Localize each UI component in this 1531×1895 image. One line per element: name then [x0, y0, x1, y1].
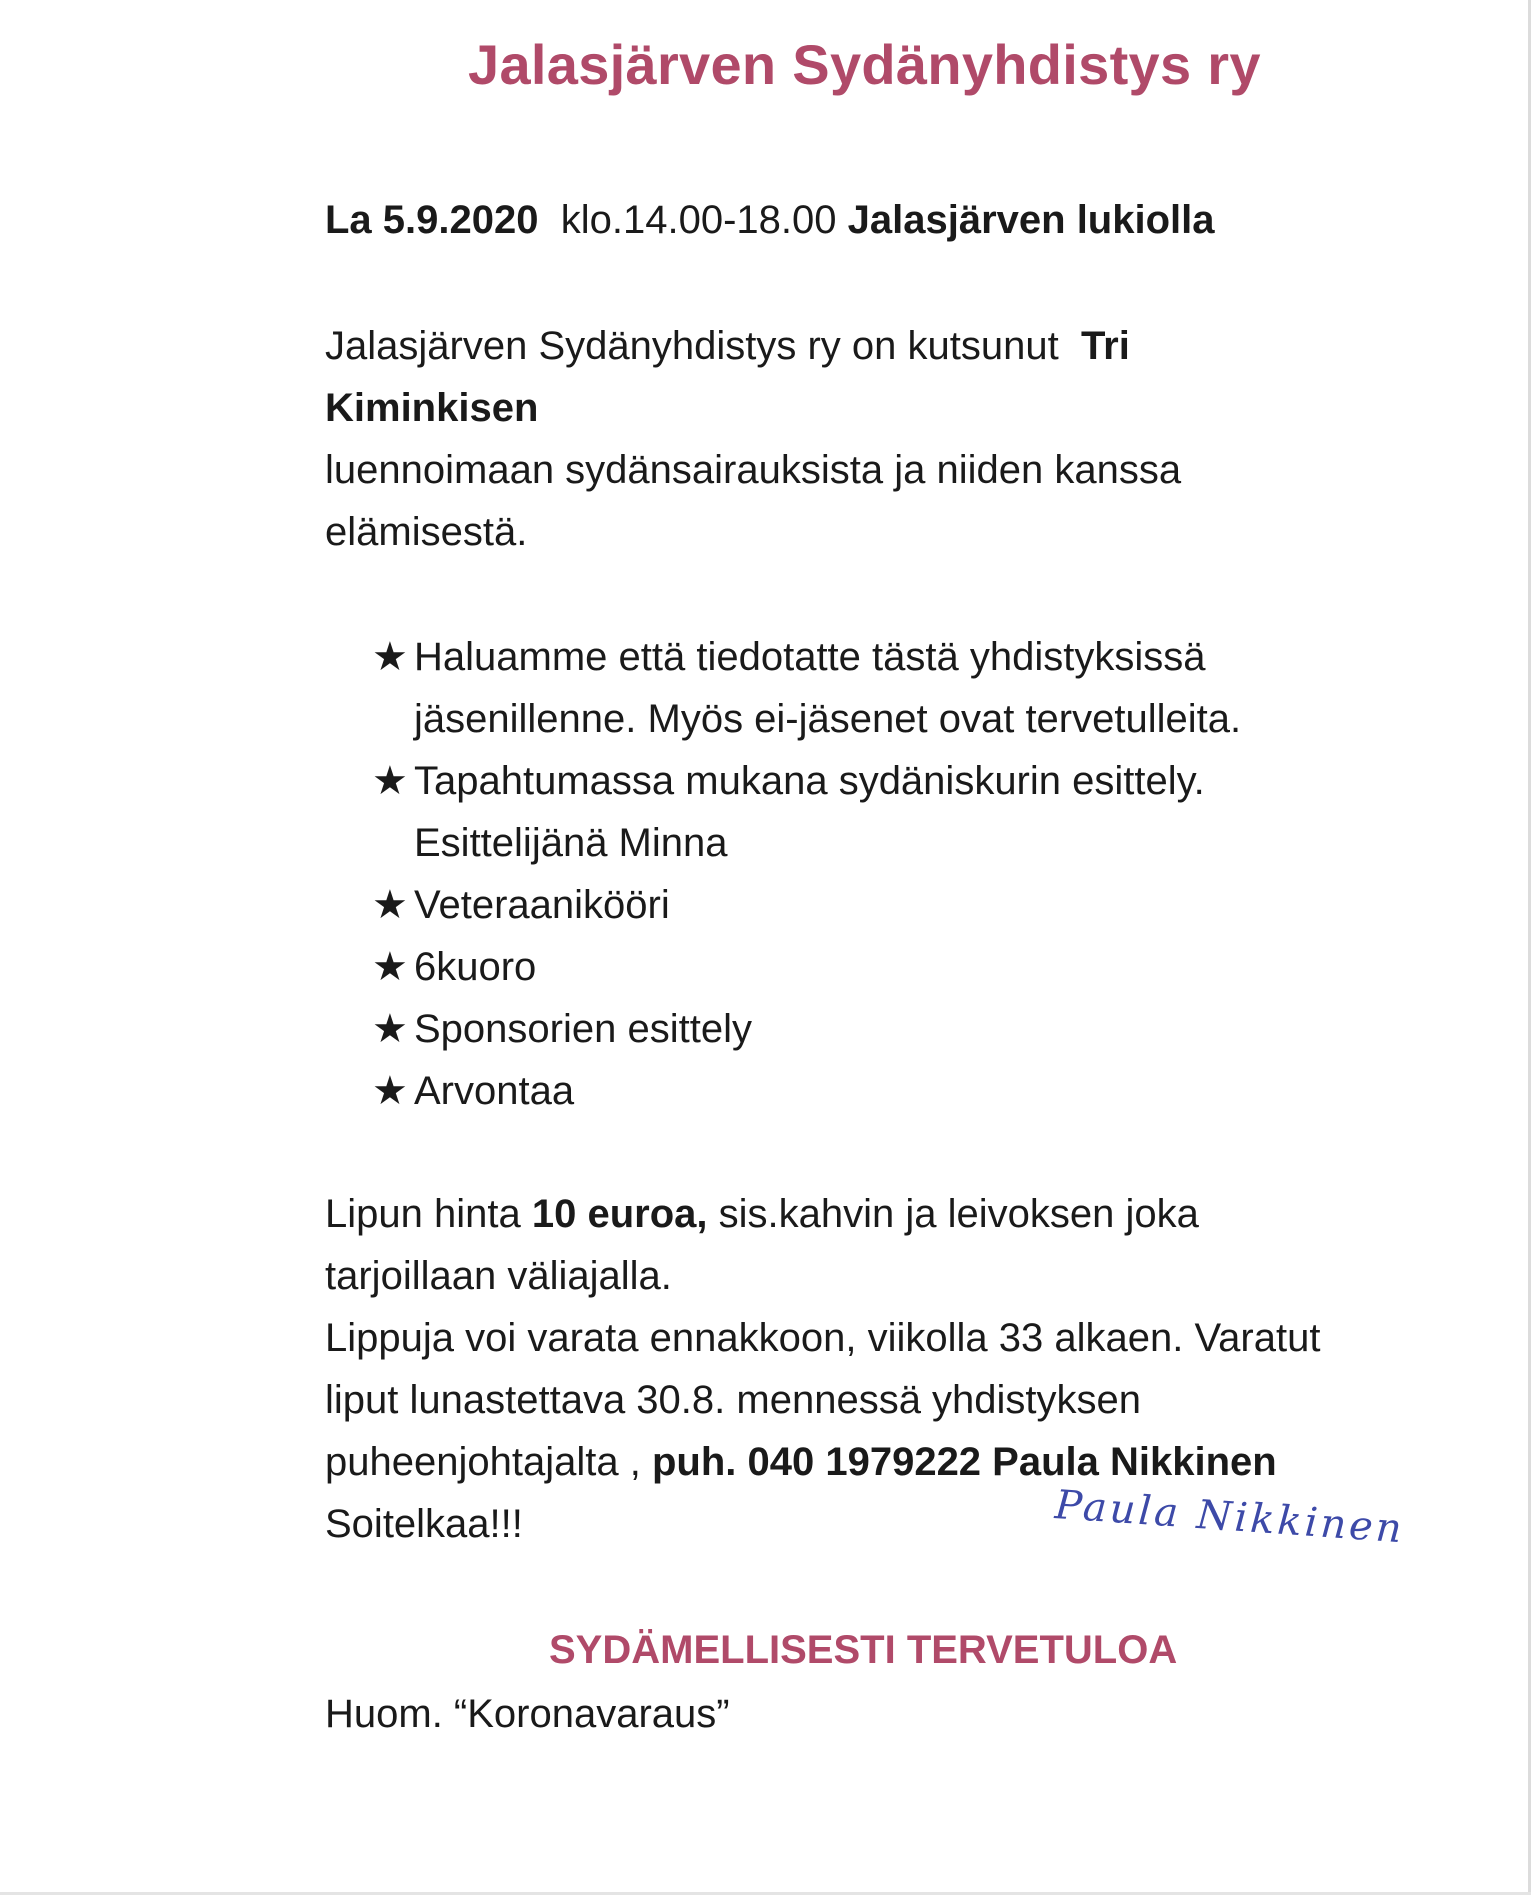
list-item-line-1: Arvontaa — [414, 1069, 575, 1113]
intro-text-before: Jalasjärven Sydänyhdistys ry on kutsunut — [325, 324, 1059, 368]
list-item-line-2: Esittelijänä Minna — [414, 821, 728, 865]
price-suffix: sis.kahvin ja leivoksen joka — [718, 1192, 1199, 1236]
list-item-line-1: Sponsorien esittely — [414, 1007, 752, 1051]
document-title: Jalasjärven Sydänyhdistys ry — [468, 33, 1261, 96]
intro-paragraph — [325, 315, 1375, 563]
call-to-action: Soitelkaa!!! — [325, 1502, 523, 1546]
intro-line-1 — [325, 315, 1375, 377]
event-details — [325, 198, 1215, 243]
ticket-line-2: tarjoillaan väliajalla. — [325, 1254, 672, 1298]
program-list — [372, 626, 1241, 1122]
list-item — [372, 936, 1241, 998]
ticket-price: 10 euroa, — [531, 1192, 708, 1236]
contact-prefix: puheenjohtajalta , — [325, 1440, 641, 1484]
event-place: Jalasjärven lukiolla — [847, 198, 1215, 242]
list-item-line-1: 6kuoro — [414, 945, 537, 989]
star-icon: ★ — [372, 944, 408, 990]
event-date: La 5.9.2020 — [325, 198, 539, 242]
intro-line-4: elämisestä. — [325, 510, 528, 554]
ticket-price-line — [325, 1183, 1475, 1245]
star-icon: ★ — [372, 1068, 408, 1114]
list-item — [372, 998, 1241, 1060]
list-item — [372, 1060, 1241, 1122]
star-icon: ★ — [372, 758, 408, 804]
speaker-title: Tri — [1080, 324, 1130, 368]
list-item — [372, 626, 1241, 750]
ticket-contact-line — [325, 1431, 1475, 1493]
ticket-line-4: liput lunastettava 30.8. mennessä yhdistyksen — [325, 1378, 1142, 1422]
list-item — [372, 874, 1241, 936]
ticket-line-3: Lippuja voi varata ennakkoon, viikolla 33 alkaen. Varatut — [325, 1316, 1321, 1360]
contact-phone: puh. 040 1979222 Paula Nikkinen — [651, 1440, 1277, 1484]
corona-note: Huom. “Koronavaraus” — [325, 1692, 730, 1736]
handwritten-signature: Paula Nikkinen — [1053, 1482, 1407, 1553]
list-item — [372, 750, 1241, 874]
event-time: klo.14.00-18.00 — [560, 198, 837, 242]
list-item-line-1: Haluamme että tiedotatte tästä yhdistyksissä — [414, 635, 1206, 679]
star-icon: ★ — [372, 634, 408, 680]
star-icon: ★ — [372, 882, 408, 928]
speaker-name: Kiminkisen — [325, 386, 539, 430]
list-item-line-1: Tapahtumassa mukana sydäniskurin esittely. — [414, 759, 1205, 803]
star-icon: ★ — [372, 1006, 408, 1052]
intro-line-3: luennoimaan sydänsairauksista ja niiden kanssa — [325, 448, 1182, 492]
price-prefix: Lipun hinta — [325, 1192, 521, 1236]
list-item-line-2: jäsenillenne. Myös ei-jäsenet ovat tervetulleita. — [414, 697, 1242, 741]
list-item-line-1: Veteraanikööri — [414, 883, 670, 927]
welcome-heading: SYDÄMELLISESTI TERVETULOA — [549, 1628, 1178, 1672]
